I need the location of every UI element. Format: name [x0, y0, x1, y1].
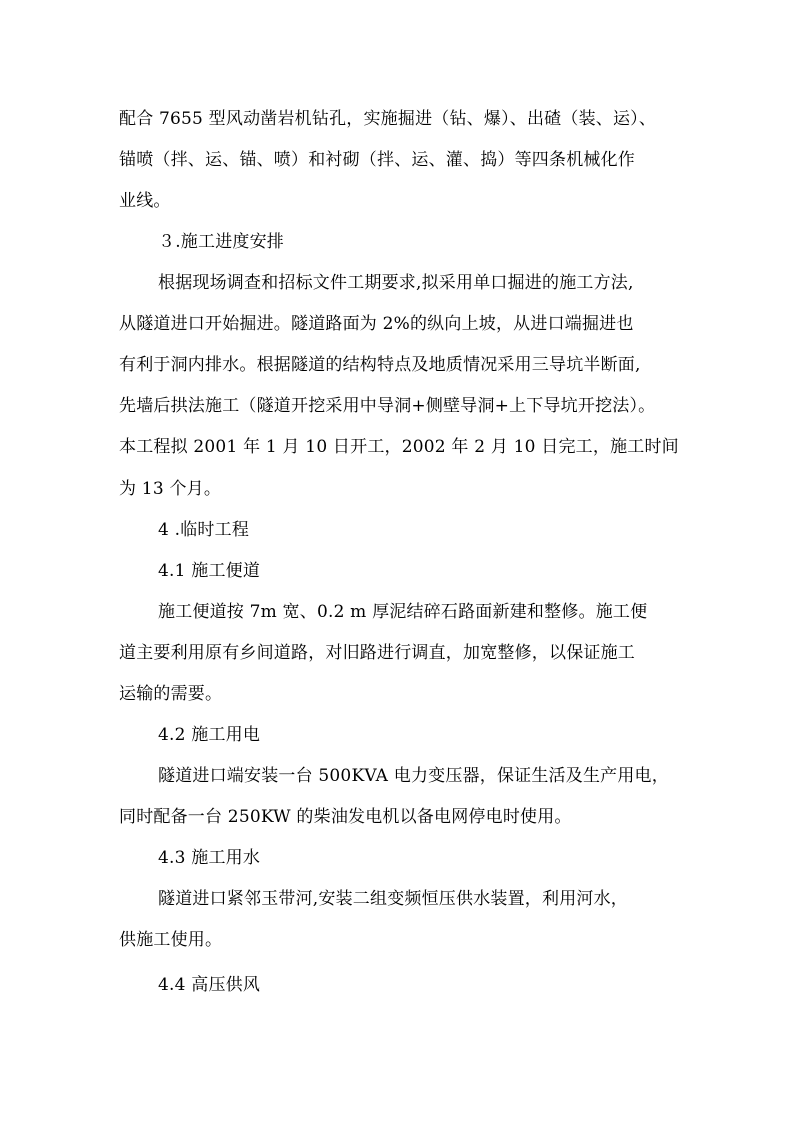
- subsection-heading: 4.1 施工便道: [158, 561, 261, 581]
- section-heading: 4 .临时工程: [158, 520, 250, 540]
- text-line: 施工便道按 7m 宽、0.2 m 厚泥结碎石路面新建和整修。施工便: [158, 602, 648, 622]
- text-line: 根据现场调查和招标文件工期要求,拟采用单口掘进的施工方法,: [158, 273, 634, 293]
- text-line: 配合 7655 型风动凿岩机钻孔，实施掘进（钻、爆）、出碴（装、运）、: [119, 109, 657, 129]
- text-line: 从隧道进口开始掘进。隧道路面为 2%的纵向上坡，从进口端掘进也: [119, 314, 634, 334]
- subsection-heading: 4.3 施工用水: [158, 848, 261, 868]
- text-line: 同时配备一台 250KW 的柴油发电机以备电网停电时使用。: [119, 807, 572, 827]
- text-line: 运输的需要。: [119, 684, 223, 704]
- text-line: 锚喷（拌、运、锚、喷）和衬砌（拌、运、灌、捣）等四条机械化作: [119, 150, 635, 170]
- text-line: 业线。: [119, 191, 171, 211]
- text-line: 有利于洞内排水。根据隧道的结构特点及地质情况采用三导坑半断面,: [119, 355, 641, 375]
- subsection-heading: 4.2 施工用电: [158, 725, 261, 745]
- text-line: 供施工使用。: [119, 930, 223, 950]
- section-heading: ３.施工进度安排: [158, 232, 285, 252]
- text-line: 为 13 个月。: [119, 479, 222, 499]
- text-line: 隧道进口紧邻玉带河,安装二组变频恒压供水装置，利用河水，: [158, 889, 629, 909]
- text-line: 本工程拟 2001 年 1 月 10 日开工，2002 年 2 月 10 日完工，施工时间: [119, 437, 679, 457]
- text-line: 先墙后拱法施工（隧道开挖采用中导洞+侧壁导洞+上下导坑开挖法）。: [119, 396, 656, 416]
- text-line: 道主要利用原有乡间道路，对旧路进行调直，加宽整修，以保证施工: [119, 643, 635, 663]
- subsection-heading: 4.4 高压供风: [158, 975, 261, 995]
- text-line: 隧道进口端安装一台 500KVA 电力变压器，保证生活及生产用电，: [158, 766, 669, 786]
